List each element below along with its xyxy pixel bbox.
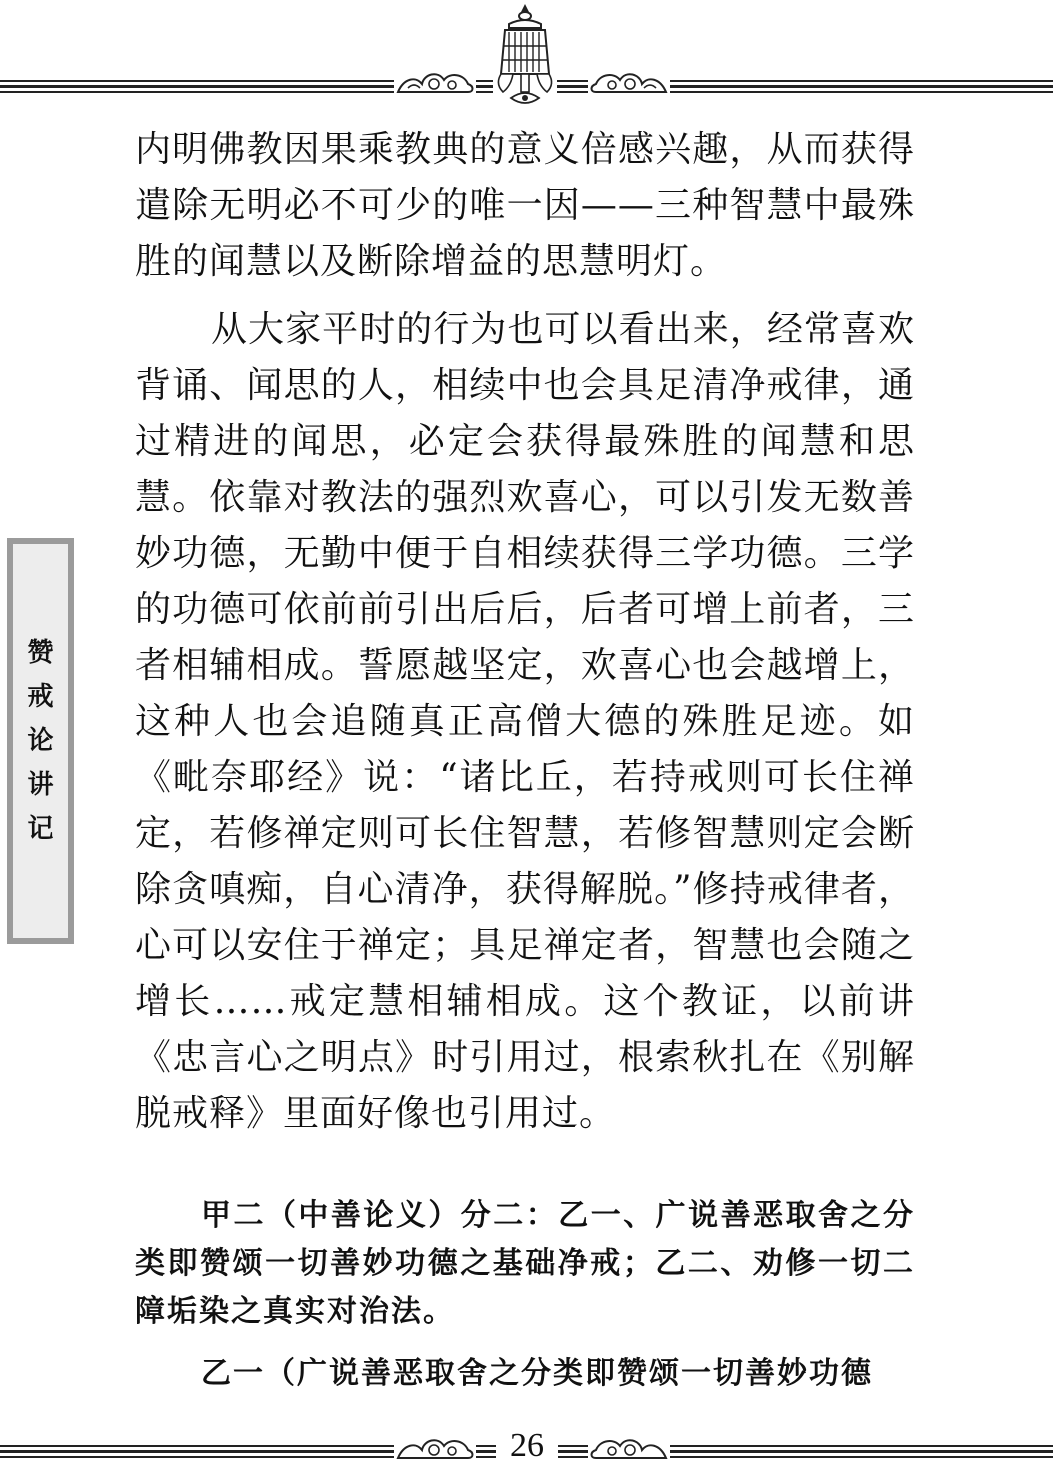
body-text (135, 122, 915, 1142)
cloud-ornament-left-icon (394, 64, 476, 98)
body-paragraph: 从大家平时的行为也可以看出来，经常喜欢背诵、闻思的人，相续中也会具足清净戒律，通过精进的闻思，必定会获得最殊胜的闻慧和思慧。依靠对教法的强烈欢喜心，可以引发无数善妙功德，无勤中便于自相续获得三学功德。三学的功德可依前前引出后后，后者可增上前者，三者相辅相成。誓愿越坚定，欢喜心也会越增上，这种人也会追随真正高僧大德的殊胜足迹。如《毗奈耶经》说：“诸比丘，若持戒则可长住禅定，若修禅定则可长住智慧，若修智慧则定会断除贪嗔痴，自心清净，获得解脱。”修持戒律者，心可以安住于禅定；具足禅定者，智慧也会随之增长……戒定慧相辅相成。这个教证，以前讲《忠言心之明点》时引用过，根索秋扎在《别解脱戒释》里面好像也引用过。 (135, 309, 915, 1134)
section-heading: 乙一（广说善恶取舍之分类即赞颂一切善妙功德 (201, 1356, 873, 1391)
body-paragraph: 内明佛教因果乘教典的意义倍感兴趣，从而获得遣除无明必不可少的唯一因——三种智慧中最殊胜的闻慧以及断除增益的思慧明灯。 (135, 129, 915, 282)
page-number: 26 (496, 1426, 558, 1466)
side-tab-book-title (7, 538, 74, 944)
cloud-ornament-right-icon (588, 64, 670, 98)
cloud-ornament-left-icon (394, 1430, 476, 1464)
section-heading: 甲二（中善论义）分二：乙一、广说善恶取舍之分类即赞颂一切善妙功德之基础净戒；乙二、劝修一切二障垢染之真实对治法。 (135, 1198, 915, 1329)
victory-banner-emblem-icon (489, 2, 561, 110)
side-tab-char: 赞 (27, 638, 54, 668)
section-headings (135, 1192, 915, 1398)
side-tab-char: 讲 (27, 770, 54, 800)
side-tab-char: 记 (27, 814, 54, 844)
side-tab-char: 论 (27, 726, 54, 756)
side-tab-char: 戒 (27, 682, 54, 712)
cloud-ornament-right-icon (588, 1430, 670, 1464)
